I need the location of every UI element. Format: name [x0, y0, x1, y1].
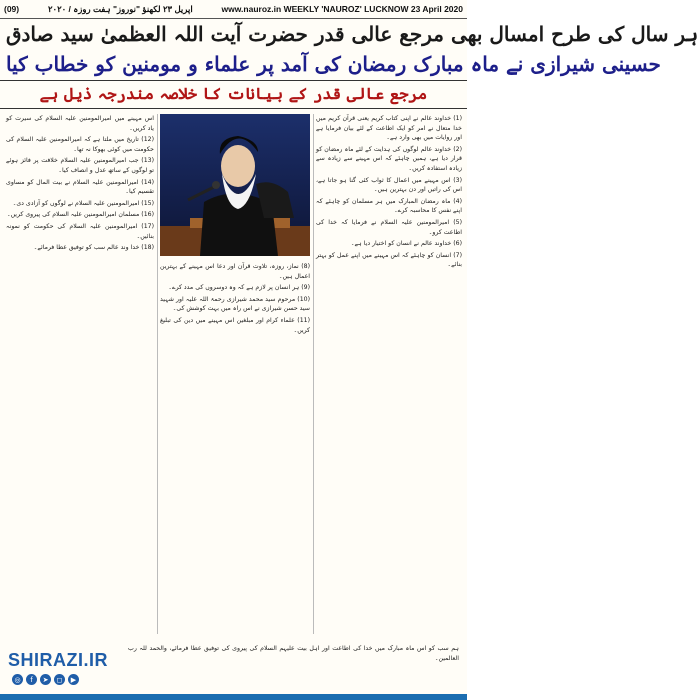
footer-bar — [0, 694, 467, 700]
paragraph: (2) خداوند عالم لوگوں کی ہدایت کے لئے ماہ رمضان کو قرار دیا ہے، ہمیں چاہئے کہ اس مہینے سے زیادہ سے زیادہ استفادہ کریں۔ — [316, 145, 462, 172]
paragraph: (9) ہر انسان پر لازم ہے کہ وہ دوسروں کی مدد کرے۔ — [168, 284, 310, 292]
instagram-icon[interactable]: ◻ — [54, 674, 65, 685]
paragraph: (1) خداوند عالم نے اپنی کتاب کریم یعنی قرآن کریم میں خدا متعال نے امر کو ایک اطاعت کے لئے بیان فرمایا ہے اور روایات میں بھی وارد ہے۔ — [316, 115, 462, 142]
facebook-icon[interactable]: f — [26, 674, 37, 685]
paragraph: (11) علماء کرام اور مبلغین اس مہینے میں دین کی تبلیغ کریں۔ — [160, 316, 310, 334]
headline-line-1: ہر سال کی طرح امسال بھی مرجع عالی قدر حضرت آیت اللہ العظمیٰ سید صادق — [6, 22, 698, 46]
issue-number: (09) — [4, 4, 20, 14]
column-middle — [160, 262, 310, 634]
paragraph: (16) مسلمان امیرالمومنین علیہ السلام کی پیروی کریں۔ — [6, 211, 154, 219]
header-bar — [0, 0, 467, 19]
paragraph: (18) خدا وند عالم سب کو توفیق عطا فرمائے۔ — [33, 244, 154, 252]
cleric-photo — [160, 114, 310, 256]
weekly-title: WEEKLY 'NAUROZ' LUCKNOW 23 April 2020 — [283, 4, 463, 14]
paragraph: (17) امیرالمومنین علیہ السلام کی حکومت کو نمونہ بنائیں۔ — [6, 222, 154, 240]
headline-line-3: مرجع عالی قدر کے بیانات کا خلاصہ مندرجہ ذیل ہے — [39, 84, 428, 103]
paragraph: (6) خداوند عالم نے انسان کو اختیار دیا ہے۔ — [350, 240, 462, 248]
column-left — [6, 114, 154, 634]
brand-logo-text: SHIRAZI.IR — [8, 650, 109, 670]
telegram-icon[interactable]: ➤ — [40, 674, 51, 685]
paragraph: (13) جب امیرالمومنین علیہ السلام خلافت پر فائز ہوئے تو لوگوں کے ساتھ عدل و انصاف کیا۔ — [6, 157, 154, 174]
divider — [0, 80, 467, 81]
divider — [0, 108, 467, 109]
brand-logo[interactable] — [8, 650, 120, 690]
paragraph: (12) تاریخ میں ملتا ہے کہ امیرالمومنین علیہ السلام کی حکومت میں کوئی بھوکا نہ تھا۔ — [6, 136, 154, 153]
youtube-icon[interactable]: ▶ — [68, 674, 79, 685]
paragraph: (10) مرحوم سید محمد شیرازی رحمۃ اللہ علیہ اور شہید سید حسن شیرازی نے اس راہ میں بہت کوشش کی۔ — [160, 295, 310, 313]
paragraph: (15) امیرالمومنین علیہ السلام نے لوگوں کو آزادی دی۔ — [12, 199, 154, 207]
whatsapp-icon[interactable]: ◎ — [12, 674, 23, 685]
paragraph: (4) ماہ رمضان المبارک میں ہر مسلمان کو چاہئے کہ اپنے نفس کا محاسبہ کرے۔ — [316, 197, 462, 215]
column-right — [316, 114, 462, 634]
paragraph: (8) نماز، روزہ، تلاوت قرآن اور دعا اس مہینے کے بہترین اعمال ہیں۔ — [160, 263, 310, 280]
header-left — [0, 4, 19, 14]
paragraph: (7) انسان کو چاہئے کہ اس مہینے میں اپنے عمل کو بہتر بنائے۔ — [316, 251, 462, 269]
footer-paragraph: ہم سب کو اس ماہ مبارک میں خدا کی اطاعت اور اہل بیت علیہم السلام کی پیروی کی توفیق عطا فرمائے، والحمد للہ رب العالمین۔ — [128, 645, 459, 662]
header-right — [222, 4, 467, 14]
urdu-date: ۲۰۲۰ / اپریل ۲۳ لکھنؤ "نوروز" ہفت روزہ — [47, 3, 193, 14]
column-divider — [157, 114, 158, 634]
website[interactable]: www.nauroz.in — [221, 4, 282, 14]
headline-line-2: حسینی شیرازی نے ماہ مبارک رمضان کی آمد پر علماء و مومنین کو خطاب کیا — [6, 52, 661, 76]
social-icons — [12, 674, 79, 685]
column-divider — [313, 114, 314, 634]
paragraph: اس مہینے میں امیرالمومنین علیہ السلام کی سیرت کو یاد کریں۔ — [6, 115, 154, 132]
paragraph: (3) اس مہینے میں اعمال کا ثواب کئی گنا ہو جاتا ہے، اس کی راتیں اور دن بہترین ہیں۔ — [316, 176, 462, 194]
footer — [0, 636, 467, 700]
paragraph: (5) امیرالمومنین علیہ السلام نے فرمایا کہ خدا کی اطاعت کرو۔ — [316, 218, 462, 236]
paragraph: (14) امیرالمومنین علیہ السلام نے بیت المال کو مساوی تقسیم کیا۔ — [6, 178, 154, 196]
